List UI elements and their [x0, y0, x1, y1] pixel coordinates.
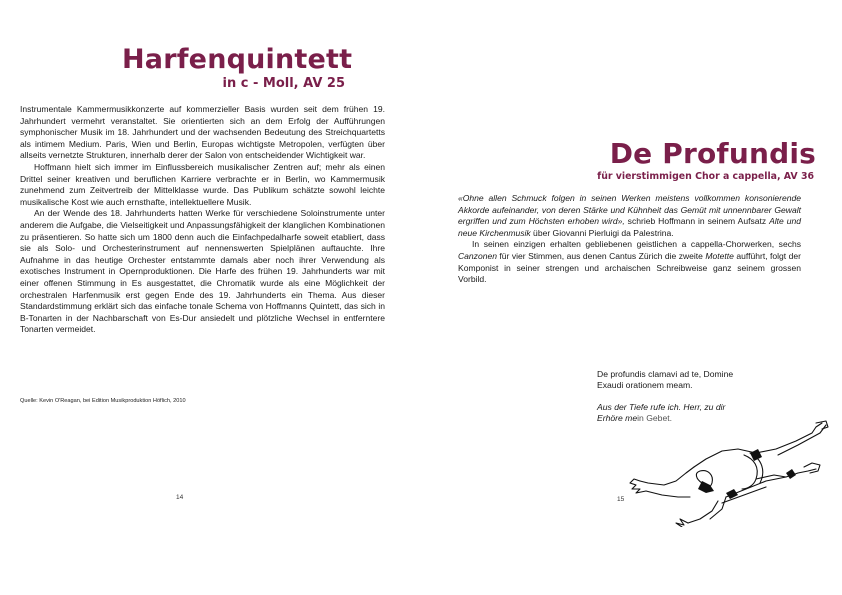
source-citation: Quelle: Kevin O'Reagan, bei Edition Musikproduktion Höflich, 2010: [20, 398, 186, 404]
latin-line: Exaudi orationem meam.: [597, 380, 693, 391]
page-title: Harfenquintett: [122, 44, 353, 75]
page-subtitle: für vierstimmigen Chor a cappella, AV 36: [597, 171, 814, 182]
work-title: Motette: [705, 250, 734, 261]
text-run: für vier Stimmen, aus denen Cantus Zürich die zweite: [496, 250, 706, 261]
text-run: schrieb Hoffmann in seinem Aufsatz: [624, 216, 770, 227]
paragraph: An der Wende des 18. Jahrhunderts hatten Werke für verschiedene Soloinstrumente unter anderem die Aufgabe, die Vielseitigkeit und Anpassungsfähigkeit der klanglichen Kombinationen zu präsentieren. So hatte sich um 1800 denn auch die Einfachpedalharfe soweit etabliert, dass sie als Solo- und Orchesterinstrument auf nennenswerten Spielplänen auftauchte. Ihre Aufnahme in das heutige Orchester entstammte damals aber noch ihrer Verwendung als exotisches Instrument in Opernproduktionen. Die Harfe des frühen 19. Jahrhunderts war mit einer offenen Stimmung in Es ausgestattet, die Chromatik wurde als eine Möglichkeit der orchestralen Harfenmusik erst gegen Ende des 19. Jahrhunderts ein Thema. Aus dieser Standardstimmung erklärt sich das einfache tonale Schema von Hoffmanns Quintett, das sich in B-Tonarten in der Nachbarschaft von Es-Dur ansiedelt und plötzliche Wechsel in entferntere Tonarten vermeidet.: [20, 208, 385, 335]
latin-line: De profundis clamavi ad te, Domine: [597, 369, 734, 379]
figure-drawing-illustration: [626, 419, 840, 527]
quotation: «Ohne allen Schmuck folgen in seinen Werken meistens vollkommen konsonierende Akkorde aufeinander, von deren Stärke und Kühnheit das Gemüt mit unnennbarer Gewalt ergriffen und zum Höchsten erhoben wird»,: [458, 193, 801, 227]
page-title: De Profundis: [609, 137, 816, 170]
paragraph: [458, 239, 801, 285]
text-run: in Gebet.: [637, 413, 672, 424]
page-number: 14: [176, 494, 184, 501]
article-body: [20, 104, 385, 336]
text-run: Erhöre me: [597, 413, 638, 424]
text-run: aufführt, folgt der Komponist in seiner strengen und archaischen Schreibweise ganz seinem grossen Vorbild.: [458, 250, 801, 285]
paragraph: Instrumentale Kammermusikkonzerte auf kommerzieller Basis wurden seit dem frühen 19. Jahrhundert vermehrt veranstaltet. Sie orientierten sich an dem Erfolg der Aufführungen symphonischer Musik im 18. Jahrhundert und der wachsenden Bedeutung des Streichquartetts als intimem Medium. Paris, Wien und Berlin, Europas wichtigste Metropolen, verfügten über allseits vernetzte Strukturen, innerhalb derer der Salon von entscheidender Wichtigkeit war.: [20, 104, 385, 161]
essay-title: Alte und neue Kirchenmusik: [458, 216, 801, 238]
work-title: Canzonen: [458, 250, 497, 261]
paragraph: [458, 193, 801, 239]
german-line: Aus der Tiefe rufe ich. Herr, zu dir: [597, 401, 726, 412]
text-run: über Giovanni Pierluigi da Palestrina.: [530, 227, 674, 238]
page-number: 15: [617, 496, 625, 503]
paragraph: Hoffmann hielt sich immer im Einflussbereich musikalischer Zentren auf; mehr als einen Drittel seiner kreativen und beruflichen Karriere verbrachte er in Berlin, wo Kammermusik zunehmend zum Zeitvertreib der Mittelklasse wurde. Das Publikum schätzte sowohl leichte musikalische Kost wie auch ernsthafte, intellektuellere Musik.: [20, 161, 385, 207]
text-run: In seinen einzigen erhalten gebliebenen geistlichen a cappella-Chorwerken, sechs: [472, 239, 801, 250]
psalm-verse: [597, 369, 787, 425]
article-body: [458, 193, 801, 286]
page-subtitle: in c - Moll, AV 25: [222, 76, 345, 91]
